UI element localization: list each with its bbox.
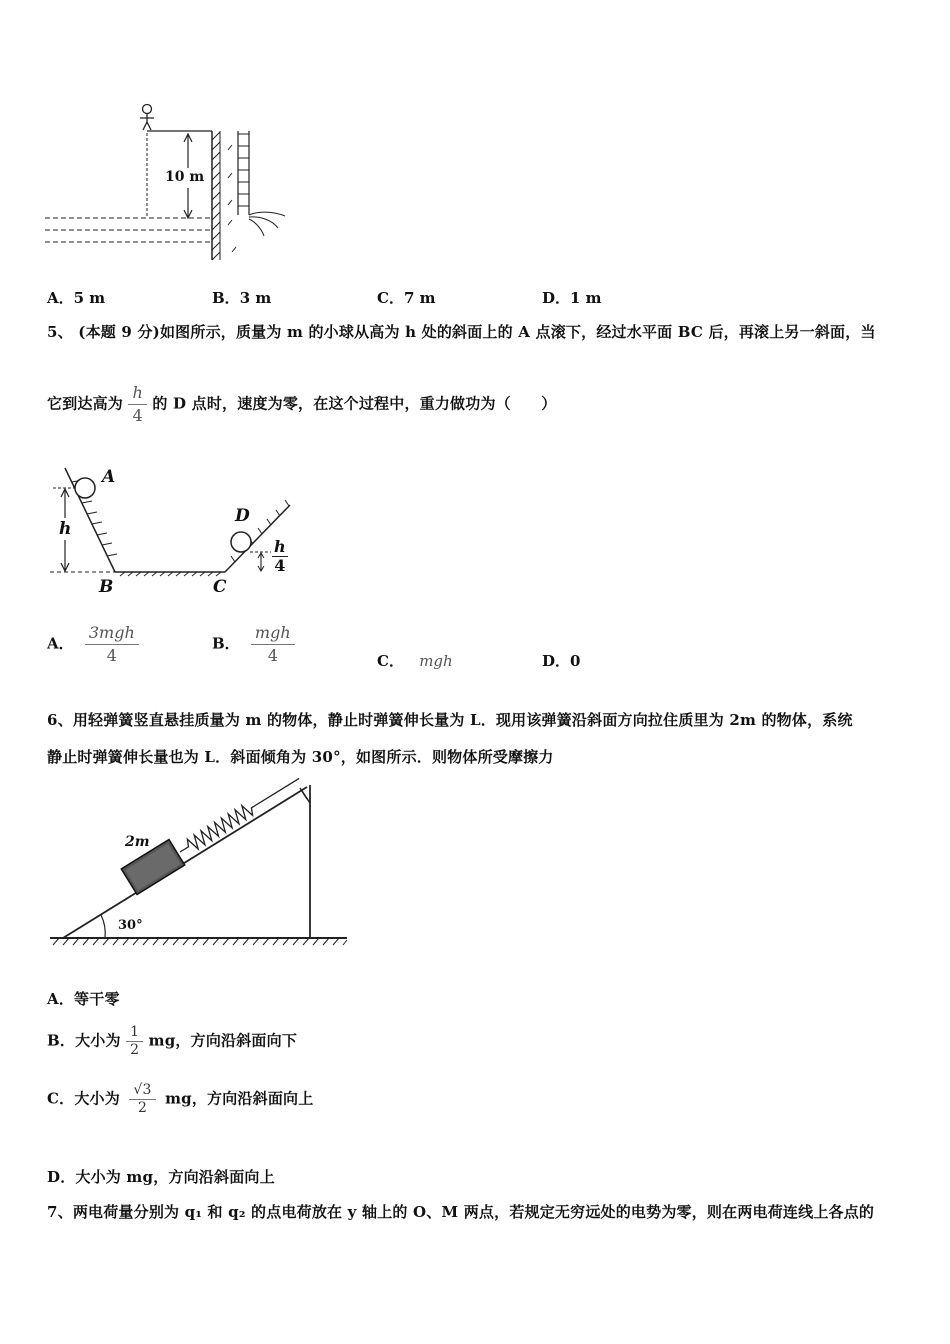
q5-option-c[interactable] bbox=[377, 650, 453, 671]
q5-line2 bbox=[47, 382, 556, 427]
incline-angle-label: 30° bbox=[118, 918, 143, 933]
q5-option-b-den: 4 bbox=[267, 646, 278, 665]
q6-option-b-frac bbox=[126, 1024, 143, 1059]
q5-line1 bbox=[47, 321, 876, 342]
q6-option-b-pre: B．大小为 bbox=[47, 1031, 121, 1050]
slope-label-c: C bbox=[213, 577, 227, 597]
q4-option-d-letter: D． bbox=[542, 289, 571, 307]
q5-line2-pre: 它到达高为 bbox=[47, 394, 124, 413]
q5-option-b-frac bbox=[251, 622, 295, 667]
incline-mass-label: 2m bbox=[125, 834, 150, 850]
q6-option-a[interactable]: A．等干零 bbox=[47, 990, 120, 1008]
q6-option-b-den: 2 bbox=[130, 1042, 140, 1058]
q5-option-c-letter: C． bbox=[377, 652, 404, 670]
slope-figure bbox=[45, 460, 305, 605]
q4-option-a[interactable] bbox=[47, 287, 105, 308]
slope-label-h4-num: h bbox=[274, 537, 286, 556]
q5-option-b[interactable] bbox=[212, 622, 295, 667]
q4-option-b-letter: B． bbox=[212, 289, 240, 307]
q5-frac-num: h bbox=[128, 382, 147, 405]
q6-line2: 静止时弹簧伸长量也为 L．斜面倾角为 30°，如图所示．则物体所受摩擦力 bbox=[47, 748, 554, 766]
q5-frac-den: 4 bbox=[132, 406, 143, 425]
slope-label-h4 bbox=[272, 538, 288, 575]
q6-option-c-num: √3 bbox=[129, 1082, 155, 1100]
q6-option-c-den: 2 bbox=[137, 1100, 148, 1116]
q5-option-d[interactable] bbox=[542, 650, 580, 671]
q6-option-b[interactable] bbox=[47, 1024, 297, 1059]
q5-option-b-letter: B． bbox=[212, 634, 240, 653]
q6-option-c-post: mg，方向沿斜面向上 bbox=[165, 1089, 314, 1108]
q5-tag: (本题 9 分) bbox=[78, 323, 160, 341]
q6-line1: 6、用轻弹簧竖直悬挂质量为 m 的物体，静止时弹簧伸长量为 L．现用该弹簧沿斜面方向拉住质里为 2m 的物体，系统 bbox=[47, 711, 853, 729]
q5-option-a-frac bbox=[85, 622, 139, 667]
q4-option-a-letter: A． bbox=[47, 289, 74, 307]
q4-option-b-text: 3 m bbox=[239, 289, 272, 307]
q5-line2-post: 的 D 点时，速度为零，在这个过程中，重力做功为（ ） bbox=[152, 394, 557, 413]
q7-line1: 7、两电荷量分别为 q₁ 和 q₂ 的点电荷放在 y 轴上的 O、M 两点，若规定无穷远处的电势为零，则在两电荷连线上各点的 bbox=[47, 1203, 875, 1221]
q6-option-c-pre: C．大小为 bbox=[47, 1089, 120, 1108]
q6-option-c[interactable] bbox=[47, 1082, 313, 1117]
q5-option-a-den: 4 bbox=[106, 646, 117, 665]
slope-label-a: A bbox=[102, 467, 116, 487]
slope-label-b: B bbox=[99, 577, 114, 597]
incline-figure bbox=[45, 775, 355, 955]
q6-option-d[interactable]: D．大小为 mg，方向沿斜面向上 bbox=[47, 1168, 275, 1186]
q4-option-d-text: 1 m bbox=[570, 289, 602, 307]
q5-option-a-letter: A． bbox=[47, 634, 74, 653]
q5-option-a[interactable] bbox=[47, 622, 139, 667]
slope-label-h4-den: 4 bbox=[274, 556, 286, 575]
q5-option-c-text: mgh bbox=[419, 652, 453, 670]
q4-option-d[interactable] bbox=[542, 287, 602, 308]
q5-number: 5、 bbox=[47, 323, 73, 341]
slope-label-h: h bbox=[59, 519, 72, 539]
q6-option-b-post: mg，方向沿斜面向下 bbox=[148, 1031, 298, 1050]
q5-line1-text: 如图所示，质量为 m 的小球从高为 h 处的斜面上的 A 点滚下，经过水平面 BC 后，再滚上另一斜面，当 bbox=[159, 323, 876, 341]
q4-option-b[interactable] bbox=[212, 287, 271, 308]
slope-label-d: D bbox=[235, 506, 250, 526]
q5-option-d-text: 0 bbox=[570, 652, 581, 670]
q5-option-d-letter: D． bbox=[542, 652, 571, 670]
q4-option-c-letter: C． bbox=[377, 289, 404, 307]
q6-option-b-num: 1 bbox=[126, 1024, 143, 1042]
cliff-height-label: 10 m bbox=[165, 169, 205, 185]
cliff-figure bbox=[40, 100, 300, 270]
q4-option-a-text: 5 m bbox=[73, 289, 106, 307]
q5-h-over-4 bbox=[128, 382, 147, 427]
q4-option-c-text: 7 m bbox=[403, 289, 436, 307]
q5-option-b-num: mgh bbox=[251, 622, 295, 645]
q4-option-c[interactable] bbox=[377, 287, 435, 308]
q6-option-c-frac bbox=[129, 1082, 155, 1117]
q5-option-a-num: 3mgh bbox=[85, 622, 139, 645]
